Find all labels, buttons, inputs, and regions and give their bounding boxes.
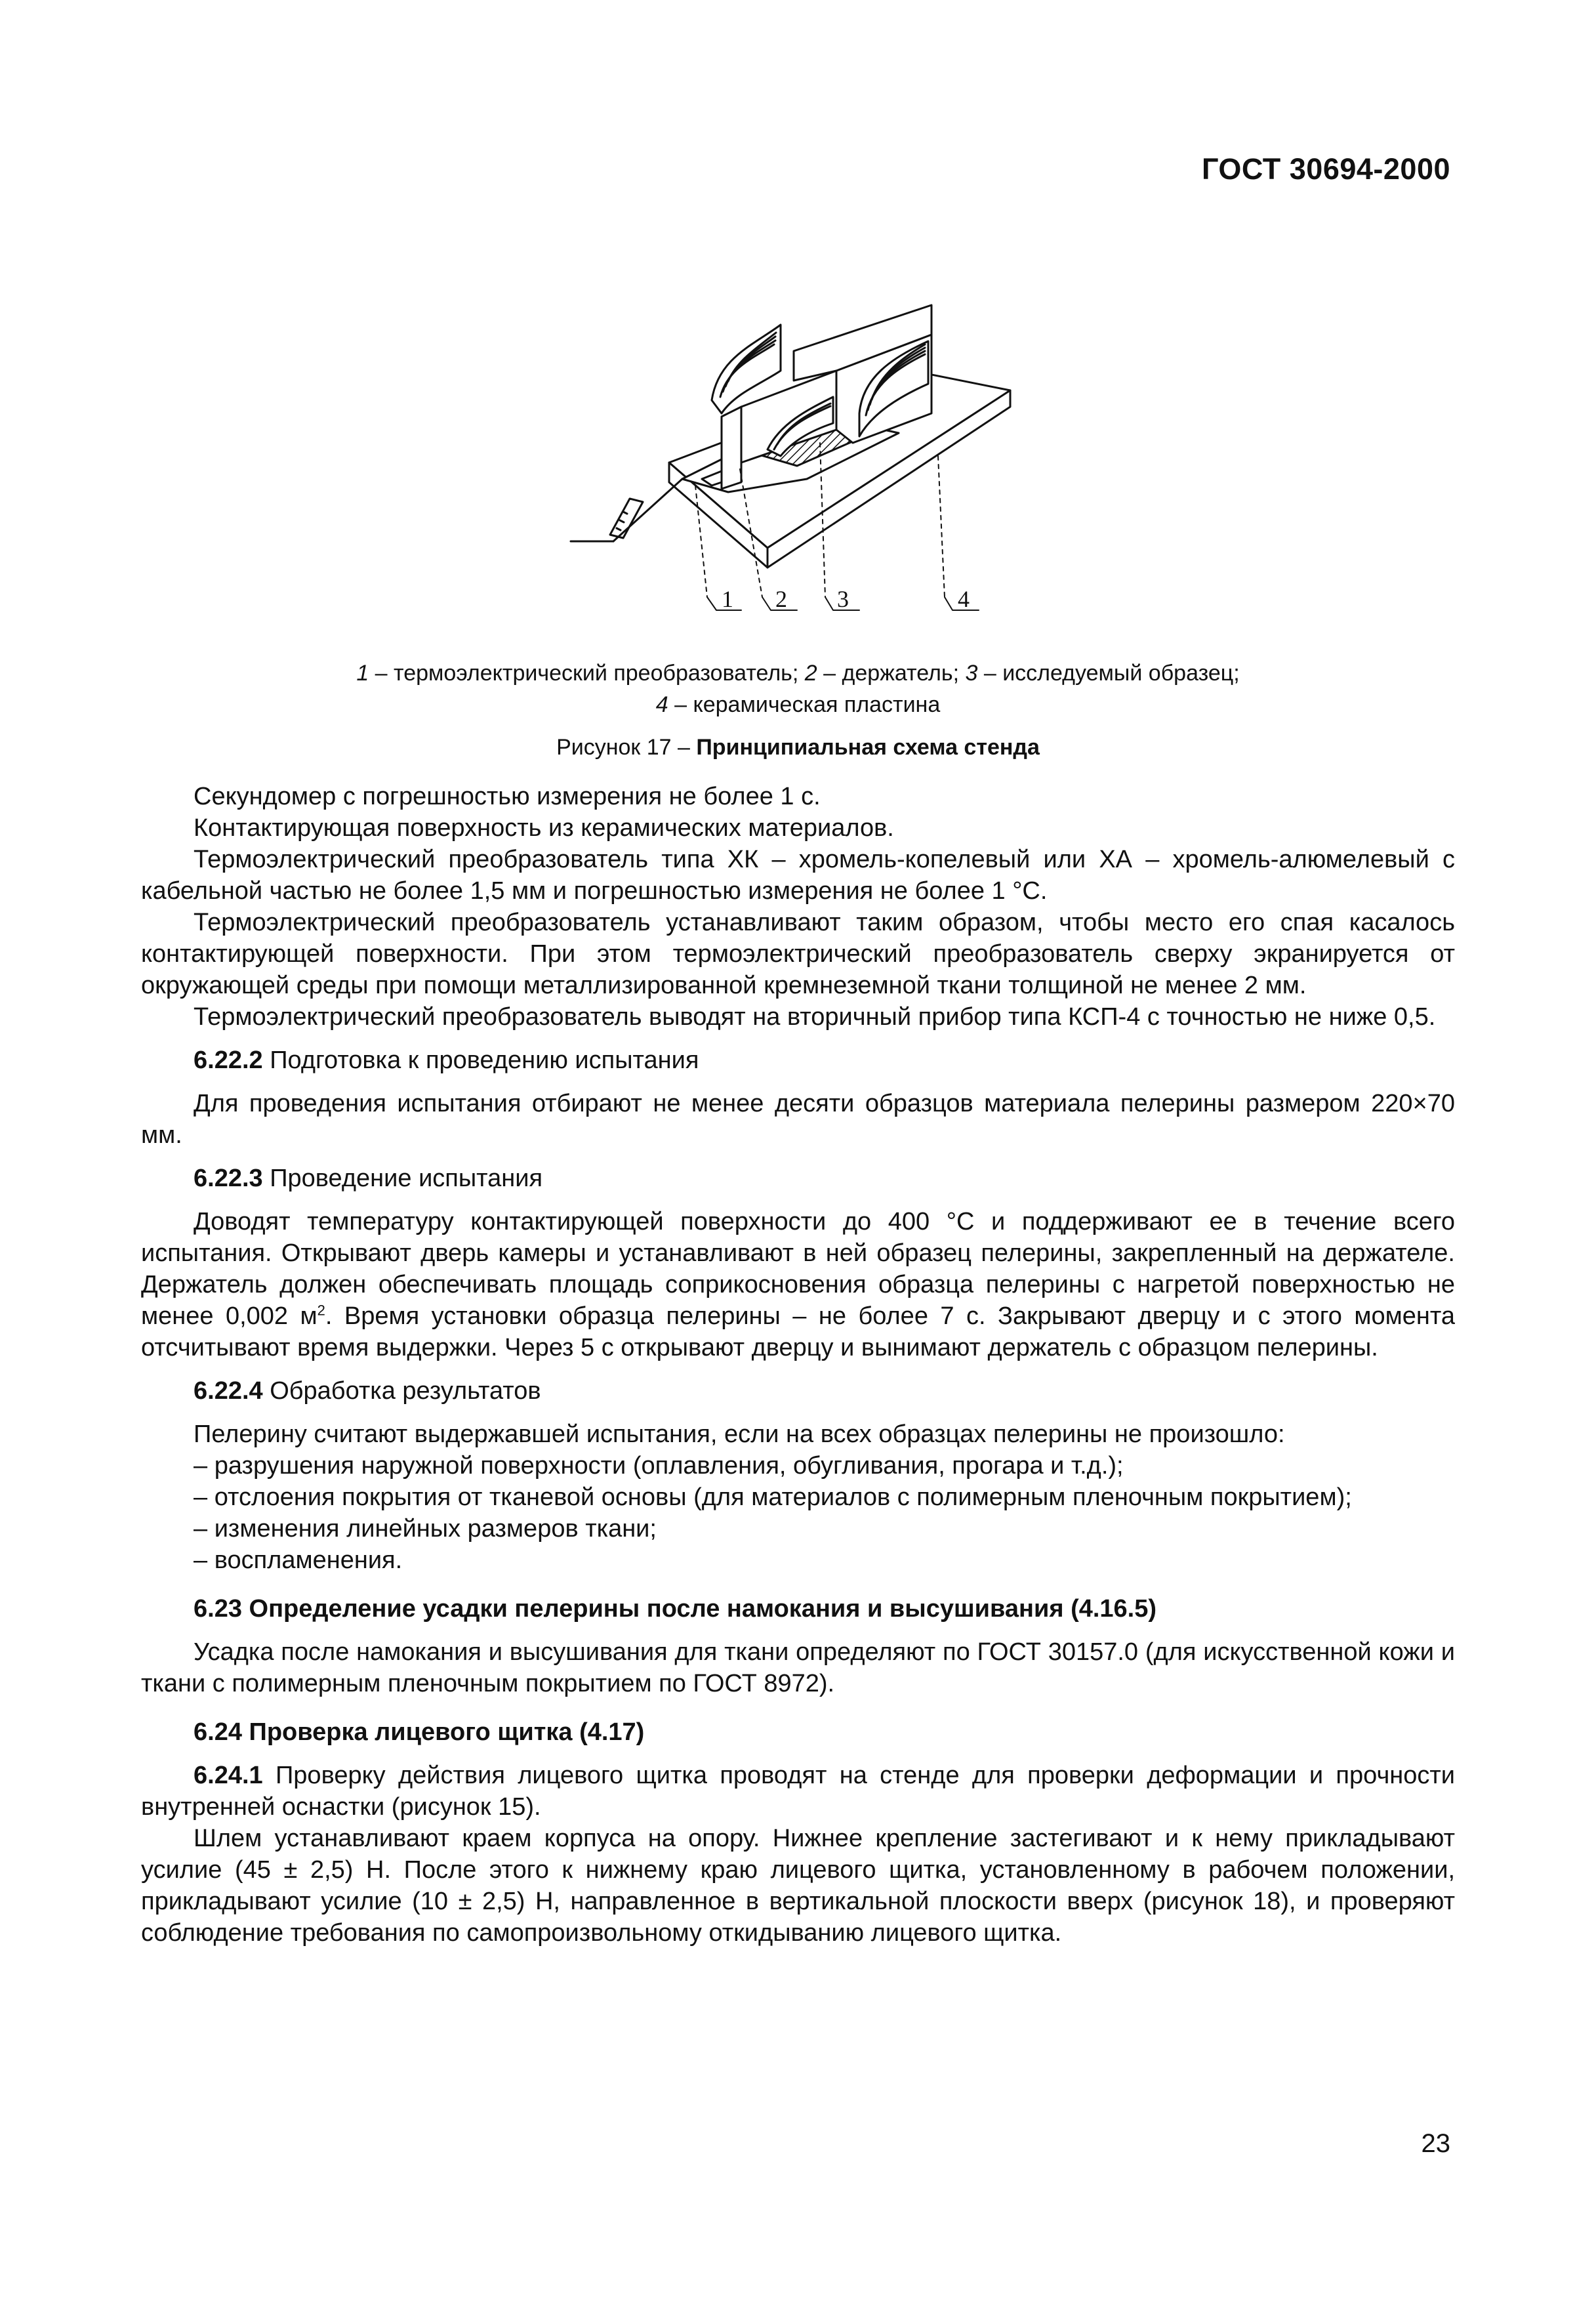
paragraph [141, 1760, 1455, 1823]
legend-num-1: 1 [356, 661, 369, 686]
legend-num-3: 3 [965, 661, 978, 686]
paragraph: Усадка после намокания и высушивания для ткани определяют по ГОСТ 30157.0 (для искусственной кожи и ткани с полимерным пленочным покрытием по ГОСТ 8972). [141, 1638, 1455, 1697]
list-item: – отслоения покрытия от тканевой основы (для материалов с полимерным пленочным покрытием); [194, 1483, 1352, 1511]
section-heading-6-22-4 [141, 1375, 1455, 1407]
list-item: – разрушения наружной поверхности (оплавления, обугливания, прогара и т.д.); [194, 1452, 1124, 1480]
paragraph-part: . Время установки образца пелерины – не более 7 с. Закрывают дверцу и с этого момента отсчитывают время выдержки. Через 5 с открывают дверцу и вынимают держатель с образцом пелерины. [141, 1302, 1455, 1361]
legend-text-1: – термоэлектрический преобразователь; [369, 661, 805, 686]
thermocouple-lead [571, 479, 682, 541]
paragraph: Термоэлектрический преобразователь устанавливают таким образом, чтобы место его спая касалось контактирующей поверхности. При этом термоэлектрический преобразователь сверху экранируется от окружающей среды при помощи металлизированной кремнеземной ткани толщиной не менее 2 мм. [141, 909, 1455, 999]
figure-caption [141, 732, 1455, 763]
legend-text-3: – исследуемый образец; [977, 661, 1240, 686]
legend-num-2: 2 [804, 661, 817, 686]
legend-num-4: 4 [655, 692, 668, 717]
section-title: Проведение испытания [262, 1165, 543, 1192]
paragraph: Пелерину считают выдержавшей испытания, если на всех образцах пелерины не произошло: [194, 1420, 1285, 1448]
paragraph: Термоэлектрический преобразователь выводят на вторичный прибор типа КСП-4 с точностью не ниже 0,5. [194, 1003, 1436, 1031]
paragraph: Термоэлектрический преобразователь типа ХК – хромель-копелевый или ХА – хромель-алюмелевый с кабельной частью не более 1,5 мм и погрешностью измерения не более 1 °С. [141, 846, 1455, 905]
section-title: Обработка результатов [262, 1377, 541, 1405]
paragraph: Шлем устанавливают краем корпуса на опору. Нижнее крепление застегивают и к нему прикладывают усилие (45 ± 2,5) Н. После этого к нижнему краю лицевого щитка, установленному в рабочем положении, прикладывают усилие (10 ± 2,5) Н, направленное в вертикальной плоскости вверх (рисунок 18), и проверяют соблюдение требования по самопроизвольному откидыванию лицевого щитка. [141, 1825, 1455, 1947]
callout-2: 2 [775, 586, 787, 612]
section-title: Подготовка к проведению испытания [262, 1047, 699, 1074]
legend-text-2: – держатель; [817, 661, 966, 686]
section-number: 6.22.2 [194, 1047, 263, 1074]
figure-legend [141, 657, 1455, 720]
callout-4: 4 [958, 586, 970, 612]
section-heading-6-22-3 [141, 1163, 1455, 1194]
list-item: – воспламенения. [194, 1546, 403, 1574]
page-number: 23 [1421, 2129, 1450, 2158]
section-number: 6.22.3 [194, 1165, 263, 1192]
document-id-header: ГОСТ 30694-2000 [1201, 152, 1450, 186]
section-heading-6-24: 6.24 Проверка лицевого щитка (4.17) [194, 1718, 645, 1746]
paragraph-part: Проверку действия лицевого щитка проводят на стенде для проверки деформации и прочности внутренней оснастки (рисунок 15). [141, 1762, 1455, 1821]
body-text [141, 781, 1455, 1949]
paragraph: Для проведения испытания отбирают не менее десяти образцов материала пелерины размером 220×70 мм. [141, 1090, 1455, 1149]
paragraph-part: Доводят температуру контактирующей поверхности до 400 °С и поддерживают ее в течение всего испытания. Открывают дверь камеры и устанавливают в ней образец пелерины, закрепленный на держателе. Держатель должен обеспечивать площадь соприкосновения образца пелерины с нагретой поверхностью не менее 0,002 м [141, 1208, 1455, 1330]
callout-1: 1 [722, 586, 733, 612]
callout-3: 3 [837, 586, 849, 612]
superscript: 2 [317, 1302, 325, 1319]
legend-text-4: – керамическая пластина [668, 692, 941, 717]
figure-caption-title: Принципиальная схема стенда [696, 735, 1040, 760]
paragraph: Контактирующая поверхность из керамических материалов. [194, 814, 894, 842]
list-item: – изменения линейных размеров ткани; [194, 1515, 657, 1543]
section-heading-6-23: 6.23 Определение усадки пелерины после намокания и высушивания (4.16.5) [194, 1595, 1157, 1623]
figure-caption-prefix: Рисунок 17 – [556, 735, 697, 760]
paragraph [141, 1206, 1455, 1363]
section-number: 6.22.4 [194, 1377, 263, 1405]
section-heading-6-22-2 [141, 1045, 1455, 1076]
section-number: 6.24.1 [194, 1762, 263, 1789]
paragraph: Секундомер с погрешностью измерения не более 1 с. [194, 783, 821, 810]
figure-17-stand-diagram [544, 253, 1043, 640]
